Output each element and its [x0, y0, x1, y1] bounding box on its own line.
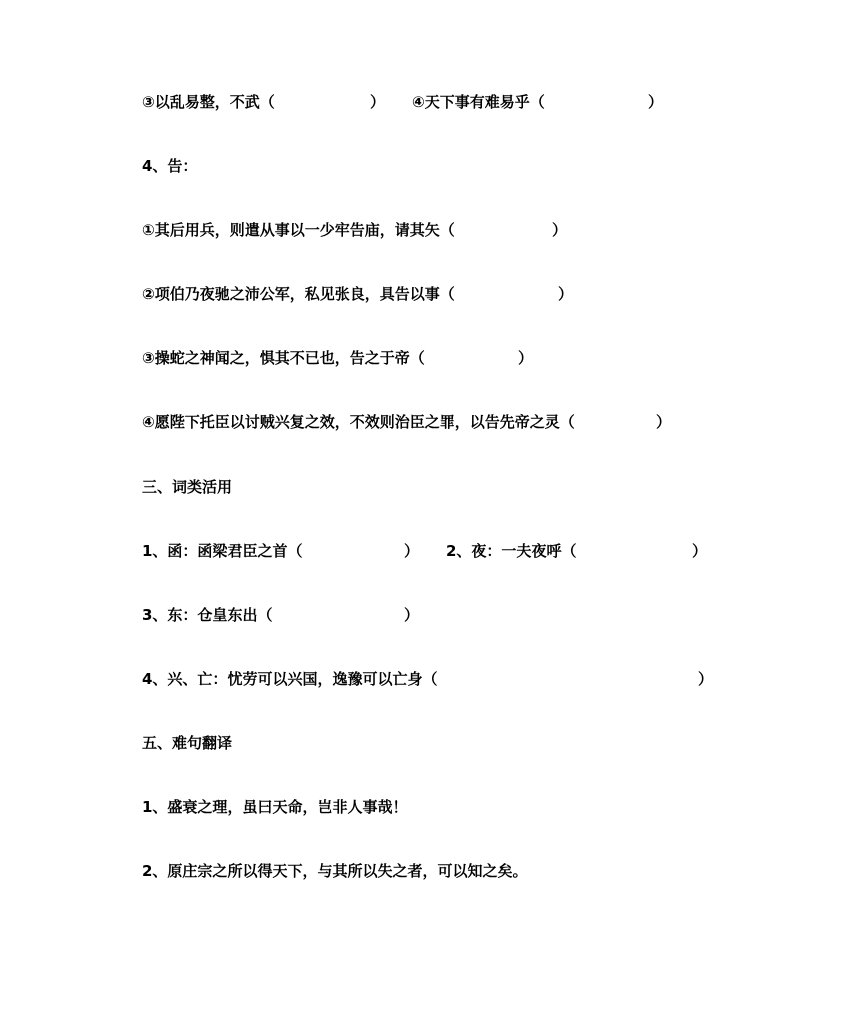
- answer-blank-close: ）: [404, 606, 420, 624]
- translation-item-2: 2、原庄宗之所以得天下，与其所以失之者，可以知之矣。: [142, 862, 528, 880]
- answer-blank-close: ）: [698, 670, 714, 688]
- answer-blank-close: ）: [518, 349, 534, 367]
- answer-blank-close: ）: [552, 221, 568, 239]
- answer-blank-close: ）: [558, 285, 574, 303]
- section-heading-gao: 4、告：: [142, 157, 198, 175]
- answer-blank-close: ）: [370, 93, 386, 111]
- question-text: 2、夜：一夫夜呼（: [446, 542, 577, 560]
- question-text: 1、函：函梁君臣之首（: [142, 542, 303, 560]
- section-heading-nanju-fanyi: 五、难句翻译: [142, 734, 233, 752]
- answer-blank-close: ）: [404, 542, 420, 560]
- question-text: ①其后用兵，则遣从事以一少牢告庙，请其矢（: [142, 221, 455, 239]
- answer-blank-close: ）: [692, 542, 708, 560]
- answer-blank-close: ）: [656, 413, 672, 431]
- question-text: 3、东：仓皇东出（: [142, 606, 273, 624]
- question-text: ③以乱易整，不武（: [142, 93, 275, 111]
- question-text: ③操蛇之神闻之，惧其不已也，告之于帝（: [142, 349, 425, 367]
- translation-item-1: 1、盛衰之理，虽曰天命，岂非人事哉！: [142, 798, 408, 816]
- section-heading-cilei-huoyong: 三、词类活用: [142, 478, 233, 496]
- answer-blank-close: ）: [648, 93, 664, 111]
- question-text: 4、兴、亡：忧劳可以兴国，逸豫可以亡身（: [142, 670, 438, 688]
- question-text: ②项伯乃夜驰之沛公军，私见张良，具告以事（: [142, 285, 455, 303]
- question-text: ④天下事有难易乎（: [412, 93, 545, 111]
- question-text: ④愿陛下托臣以讨贼兴复之效，不效则治臣之罪，以告先帝之灵（: [142, 413, 575, 431]
